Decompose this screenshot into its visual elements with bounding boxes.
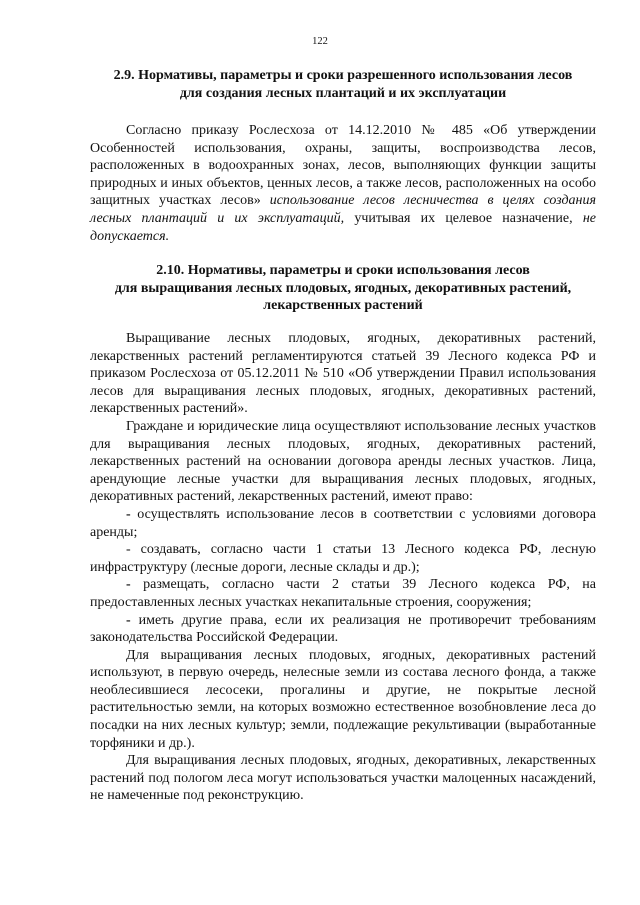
bullet-dash: - [126,577,131,593]
heading-line: для выращивания лесных плодовых, ягодных, декоративных растений, [114,280,572,296]
bullet-item: - создавать, согласно части 1 статьи 13 Лесного кодекса РФ, лесную инфраструктуру (лесные дороги, лесные склады и др.); [90,542,596,575]
heading-line: для создания лесных плантаций и их эксплуатации [179,85,507,101]
bullet-text: осуществлять использование лесов в соответствии с условиями договора аренды; [90,506,596,540]
bullet-dash: - [126,506,131,522]
paragraph-text: учитывая их целевое назначение, [354,210,573,226]
paragraph-text: Согласно приказу Рослесхоза от 14.12.2010 № 485 «Об утверждении Особенностей использования, охраны, защиты, воспроизводства лесов, расположенных в водоохранных зонах, лесов, выполняющих функции защиты природных и иных объектов, ценных лесов, а также лесов, расположенных на особо защитных участках лесов» [90,123,596,209]
heading-line: 2.10. Нормативы, параметры и сроки использования лесов [156,263,530,278]
page-number: 122 [312,36,328,47]
heading-line: 2.9. Нормативы, параметры и сроки разрешенного использования лесов [113,68,573,83]
paragraph: Для выращивания лесных плодовых, ягодных, декоративных, лекарственных растений под пологом леса могут использоваться участки малоценных насаждений, не намеченные под реконструкцию. [90,753,596,804]
paragraph: Для выращивания лесных плодовых, ягодных, декоративных растений используют, в первую очередь, нелесные земли из состава лесного фонда, а также необлесившиеся лесосеки, прогалины и другие, не покрытые лесной растительностью земли, на которых возможно естественное возобновление леса до посадки на них лесных культур; земли, подлежащие рекультивации (выработанные торфяники и др.). [90,647,596,751]
paragraph: Выращивание лесных плодовых, ягодных, декоративных растений, лекарственных растений регламентируются статьей 39 Лесного кодекса РФ и приказом Рослесхоза от 05.12.2011 № 510 «Об утверждении Правил использования лесов для выращивания лесных плодовых, ягодных, декоративных растений, лекарственных растений». [90,331,596,417]
bullet-dash: - [126,612,131,628]
heading-line: лекарственных растений [263,298,423,313]
italic-text: не допускается. [90,210,596,244]
bullet-text: размещать, согласно части 2 статьи 39 Лесного кодекса РФ, на предоставленных лесных участках некапитальные строения, сооружения; [90,577,596,610]
section-2-10-body [90,330,596,805]
section-2-9-heading [90,67,596,102]
paragraph: Граждане и юридические лица осуществляют использование лесных участков для выращивания лесных плодовых, ягодных, декоративных растений, лекарственных растений на основании договора аренды лесных участков. Лица, арендующие лесные участки для выращивания лесных плодовых, ягодных, декоративных растений, лекарственных растений, имеют право: [90,418,596,505]
bullet-item [90,506,596,541]
paragraph [90,122,596,245]
italic-text: использование лесов лесничества в целях создания лесных плантаций и их эксплуатаций, [90,193,596,226]
bullet-item [90,576,596,611]
section-2-9-body [90,122,596,245]
bullet-text: иметь другие права, если их реализация не противоречит требованиям законодательства Российской Федерации. [90,612,596,646]
bullet-item [90,612,596,647]
section-2-10-heading [90,262,596,315]
